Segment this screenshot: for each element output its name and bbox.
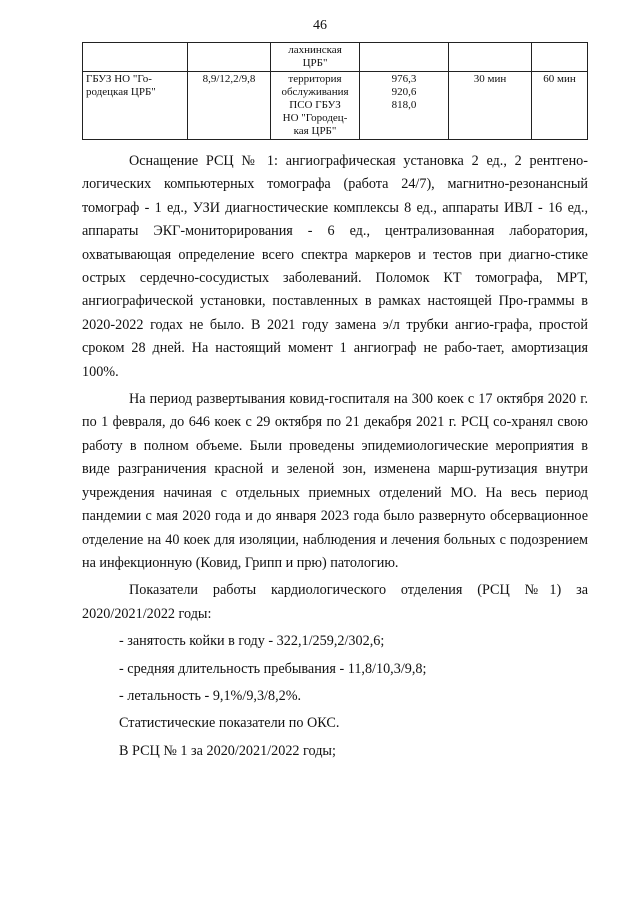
- table-cell-institution: [83, 43, 188, 72]
- cell-line: ЦРБ": [302, 57, 328, 69]
- paragraph-covid-period: На период развертывания ковид-госпиталя на 300 коек с 17 октября 2020 г. по 1 февраля, до 646 коек с 29 октября по 21 декабря 2021 г. РСЦ со-хранял свою работу в полном объеме. Были проведены эпидемиологические мероприятия в виде разграничения красной и зеленой зон, изменена марш-рутизация внутри учреждения начиная с отдельных приемных отделений МО. На весь период пандемии с мая 2020 года и до января 2023 года было развернуто обсервационное отделение на 40 коек для изоляции, наблюдения и лечения больных с подозрением на инфекционную (Ковид, Грипп и прю) патологию.: [82, 391, 588, 571]
- table-cell-time-2: [532, 43, 588, 72]
- table-cell-territory: [271, 72, 360, 140]
- cell-line: 976,3: [391, 73, 417, 85]
- statistics-subheading: В РСЦ № 1 за 2020/2021/2022 годы;: [119, 742, 336, 759]
- list-item: - средняя длительность пребывания - 11,8/10,3/9,8;: [119, 660, 427, 677]
- table-cell-values: [360, 72, 449, 140]
- cell-line: территория: [288, 73, 342, 85]
- document-body: [82, 150, 588, 763]
- cell-line: лахнинская: [288, 44, 342, 56]
- table-cell-values: [360, 43, 449, 72]
- cell-line: ПСО ГБУЗ: [289, 99, 341, 111]
- cell-line: обслуживания: [281, 86, 349, 98]
- table-row: [83, 43, 588, 72]
- table-cell-time-1: [449, 43, 532, 72]
- table-cell-ratio: 8,9/12,2/9,8: [188, 72, 271, 140]
- statistics-heading: Статистические показатели по ОКС.: [119, 715, 340, 732]
- cell-line: родецкая ЦРБ": [86, 86, 156, 98]
- table-cell-time-2: 60 мин: [532, 72, 588, 140]
- table-cell-time-1: 30 мин: [449, 72, 532, 140]
- paragraph-indicators-intro: Показатели работы кардиологического отделения (РСЦ №1) за 2020/2021/2022 годы:: [82, 582, 588, 622]
- cell-line: ГБУЗ НО "Го-: [86, 73, 152, 85]
- table-cell-ratio: [188, 43, 271, 72]
- cell-line: кая ЦРБ": [293, 125, 337, 137]
- data-table: [82, 42, 588, 140]
- paragraph-equipment: Оснащение РСЦ № 1: ангиографическая установка 2 ед., 2 рентгено-логических компьютерных томографа (работа 24/7), магнитно-резонансный томограф - 1 ед., УЗИ диагностические комплексы 8 ед., аппараты ИВЛ - 16 ед., аппараты ЭКГ-мониторирования - 6 ед., централизованная лаборатория, охватывающая определение всего спектра маркеров и тестов при диагно-стике острых сердечно-сосудистых заболеваний. Поломок КТ томографа, МРТ, ангиографической установки, поставленных в рамках настоящей Про-граммы в 2020-2022 годах не было. В 2021 году замена э/л трубки ангио-графа, простой сроком 28 дней. На настоящий момент 1 ангиограф не рабо-тает, амортизация 100%.: [82, 153, 588, 380]
- cell-line: 920,6: [391, 86, 417, 98]
- cell-line: НО "Городец-: [282, 112, 348, 124]
- table-cell-territory: [271, 43, 360, 72]
- list-item: - занятость койки в году - 322,1/259,2/302,6;: [119, 633, 385, 650]
- cell-line: 818,0: [391, 99, 417, 111]
- list-item: - летальность - 9,1%/9,3/8,2%.: [119, 687, 302, 704]
- page-number: 46: [313, 18, 327, 33]
- table-row: [83, 72, 588, 140]
- table-cell-institution: [83, 72, 188, 140]
